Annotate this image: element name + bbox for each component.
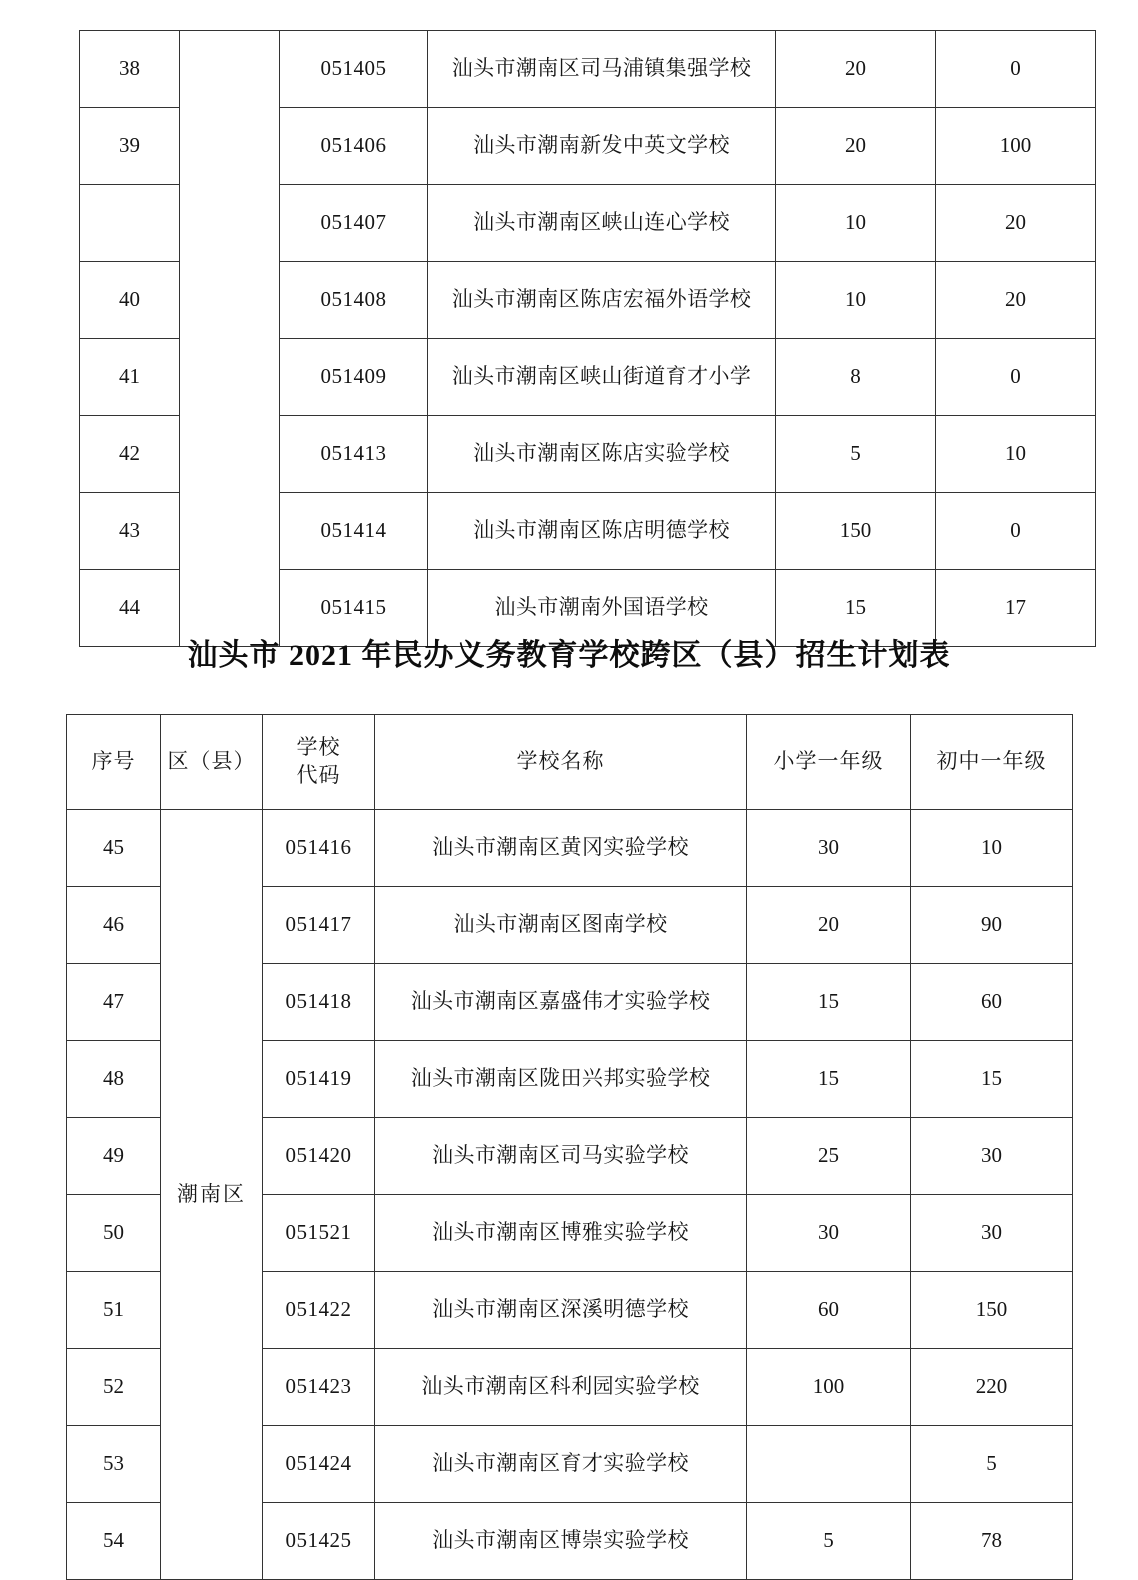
cell-seq: 52 (67, 1349, 161, 1426)
cell-code: 051413 (280, 416, 428, 493)
cross-district-table-container (66, 714, 1072, 1580)
cell-code: 051409 (280, 339, 428, 416)
cell-junior-grade1: 30 (911, 1195, 1073, 1272)
cell-school-name: 汕头市潮南区司马实验学校 (375, 1118, 747, 1195)
header-school-code-line2: 代码 (296, 763, 341, 787)
cell-primary-grade1: 10 (776, 185, 936, 262)
cell-code: 051408 (280, 262, 428, 339)
header-district: 区（县） (161, 715, 263, 810)
cell-junior-grade1: 90 (911, 887, 1073, 964)
cell-school-name: 汕头市潮南区深溪明德学校 (375, 1272, 747, 1349)
cell-seq: 45 (67, 810, 161, 887)
header-school-name: 学校名称 (375, 715, 747, 810)
cell-junior-grade1: 220 (911, 1349, 1073, 1426)
cell-code: 051414 (280, 493, 428, 570)
cell-code: 051416 (263, 810, 375, 887)
cell-code: 051423 (263, 1349, 375, 1426)
cell-junior-grade1: 100 (936, 108, 1096, 185)
continuation-table-container (79, 30, 1059, 647)
table-row (67, 810, 1073, 887)
cell-junior-grade1: 10 (936, 416, 1096, 493)
cell-junior-grade1: 78 (911, 1503, 1073, 1580)
cell-seq: 48 (67, 1041, 161, 1118)
cell-district: 潮南区 (161, 810, 263, 1580)
cell-primary-grade1: 5 (776, 416, 936, 493)
cell-primary-grade1: 15 (747, 964, 911, 1041)
header-junior-grade1: 初中一年级 (911, 715, 1073, 810)
cell-junior-grade1: 30 (911, 1118, 1073, 1195)
cell-primary-grade1: 20 (747, 887, 911, 964)
cell-code: 051415 (280, 570, 428, 647)
cell-school-name: 汕头市潮南区嘉盛伟才实验学校 (375, 964, 747, 1041)
cell-school-name: 汕头市潮南区博崇实验学校 (375, 1503, 747, 1580)
cell-primary-grade1: 15 (776, 570, 936, 647)
cell-primary-grade1: 20 (776, 108, 936, 185)
cell-school-name: 汕头市潮南区黄冈实验学校 (375, 810, 747, 887)
cell-junior-grade1: 15 (911, 1041, 1073, 1118)
cell-primary-grade1: 30 (747, 1195, 911, 1272)
cell-seq: 40 (80, 262, 180, 339)
cell-district (180, 31, 280, 647)
cell-school-name: 汕头市潮南新发中英文学校 (428, 108, 776, 185)
cell-junior-grade1: 0 (936, 339, 1096, 416)
cell-school-name: 汕头市潮南区陈店宏福外语学校 (428, 262, 776, 339)
cell-school-name: 汕头市潮南区育才实验学校 (375, 1426, 747, 1503)
cell-school-name: 汕头市潮南区陇田兴邦实验学校 (375, 1041, 747, 1118)
table-header-row (67, 715, 1073, 810)
cell-seq: 38 (80, 31, 180, 108)
cell-code: 051418 (263, 964, 375, 1041)
cell-seq: 53 (67, 1426, 161, 1503)
cell-primary-grade1: 60 (747, 1272, 911, 1349)
cell-school-name: 汕头市潮南区陈店明德学校 (428, 493, 776, 570)
cell-junior-grade1: 0 (936, 31, 1096, 108)
cell-school-name: 汕头市潮南区博雅实验学校 (375, 1195, 747, 1272)
cell-seq: 44 (80, 570, 180, 647)
cell-primary-grade1: 15 (747, 1041, 911, 1118)
cell-code: 051521 (263, 1195, 375, 1272)
cell-primary-grade1: 8 (776, 339, 936, 416)
cell-code: 051420 (263, 1118, 375, 1195)
cross-district-enrollment-table (66, 714, 1073, 1580)
cell-seq: 51 (67, 1272, 161, 1349)
cell-junior-grade1: 20 (936, 262, 1096, 339)
cell-junior-grade1: 150 (911, 1272, 1073, 1349)
cell-code: 051406 (280, 108, 428, 185)
cell-junior-grade1: 5 (911, 1426, 1073, 1503)
cell-primary-grade1: 100 (747, 1349, 911, 1426)
cell-primary-grade1 (747, 1426, 911, 1503)
header-seq: 序号 (67, 715, 161, 810)
cell-code: 051407 (280, 185, 428, 262)
cell-seq: 42 (80, 416, 180, 493)
cell-seq: 54 (67, 1503, 161, 1580)
cell-seq: 46 (67, 887, 161, 964)
cell-school-name: 汕头市潮南区陈店实验学校 (428, 416, 776, 493)
cell-junior-grade1: 17 (936, 570, 1096, 647)
cell-code: 051424 (263, 1426, 375, 1503)
cell-code: 051417 (263, 887, 375, 964)
cell-junior-grade1: 0 (936, 493, 1096, 570)
continuation-table (79, 30, 1096, 647)
cell-primary-grade1: 30 (747, 810, 911, 887)
cell-school-name: 汕头市潮南区司马浦镇集强学校 (428, 31, 776, 108)
cell-code: 051419 (263, 1041, 375, 1118)
cell-school-name: 汕头市潮南区科利园实验学校 (375, 1349, 747, 1426)
cell-seq (80, 185, 180, 262)
page-title: 汕头市 2021 年民办义务教育学校跨区（县）招生计划表 (187, 639, 951, 672)
header-school-code-line1: 学校 (296, 735, 341, 760)
cell-school-name: 汕头市潮南外国语学校 (428, 570, 776, 647)
cell-junior-grade1: 10 (911, 810, 1073, 887)
cell-code: 051425 (263, 1503, 375, 1580)
cell-seq: 47 (67, 964, 161, 1041)
cell-primary-grade1: 25 (747, 1118, 911, 1195)
cell-primary-grade1: 10 (776, 262, 936, 339)
cell-code: 051422 (263, 1272, 375, 1349)
cell-primary-grade1: 150 (776, 493, 936, 570)
cell-primary-grade1: 5 (747, 1503, 911, 1580)
cell-seq: 41 (80, 339, 180, 416)
cell-junior-grade1: 20 (936, 185, 1096, 262)
cell-seq: 43 (80, 493, 180, 570)
header-school-code (263, 715, 375, 810)
table-row (80, 31, 1096, 108)
cell-school-name: 汕头市潮南区峡山街道育才小学 (428, 339, 776, 416)
cell-junior-grade1: 60 (911, 964, 1073, 1041)
cell-seq: 50 (67, 1195, 161, 1272)
cell-school-name: 汕头市潮南区峡山连心学校 (428, 185, 776, 262)
header-primary-grade1: 小学一年级 (747, 715, 911, 810)
cell-school-name: 汕头市潮南区图南学校 (375, 887, 747, 964)
cell-primary-grade1: 20 (776, 31, 936, 108)
cell-seq: 49 (67, 1118, 161, 1195)
cell-seq: 39 (80, 108, 180, 185)
cell-code: 051405 (280, 31, 428, 108)
